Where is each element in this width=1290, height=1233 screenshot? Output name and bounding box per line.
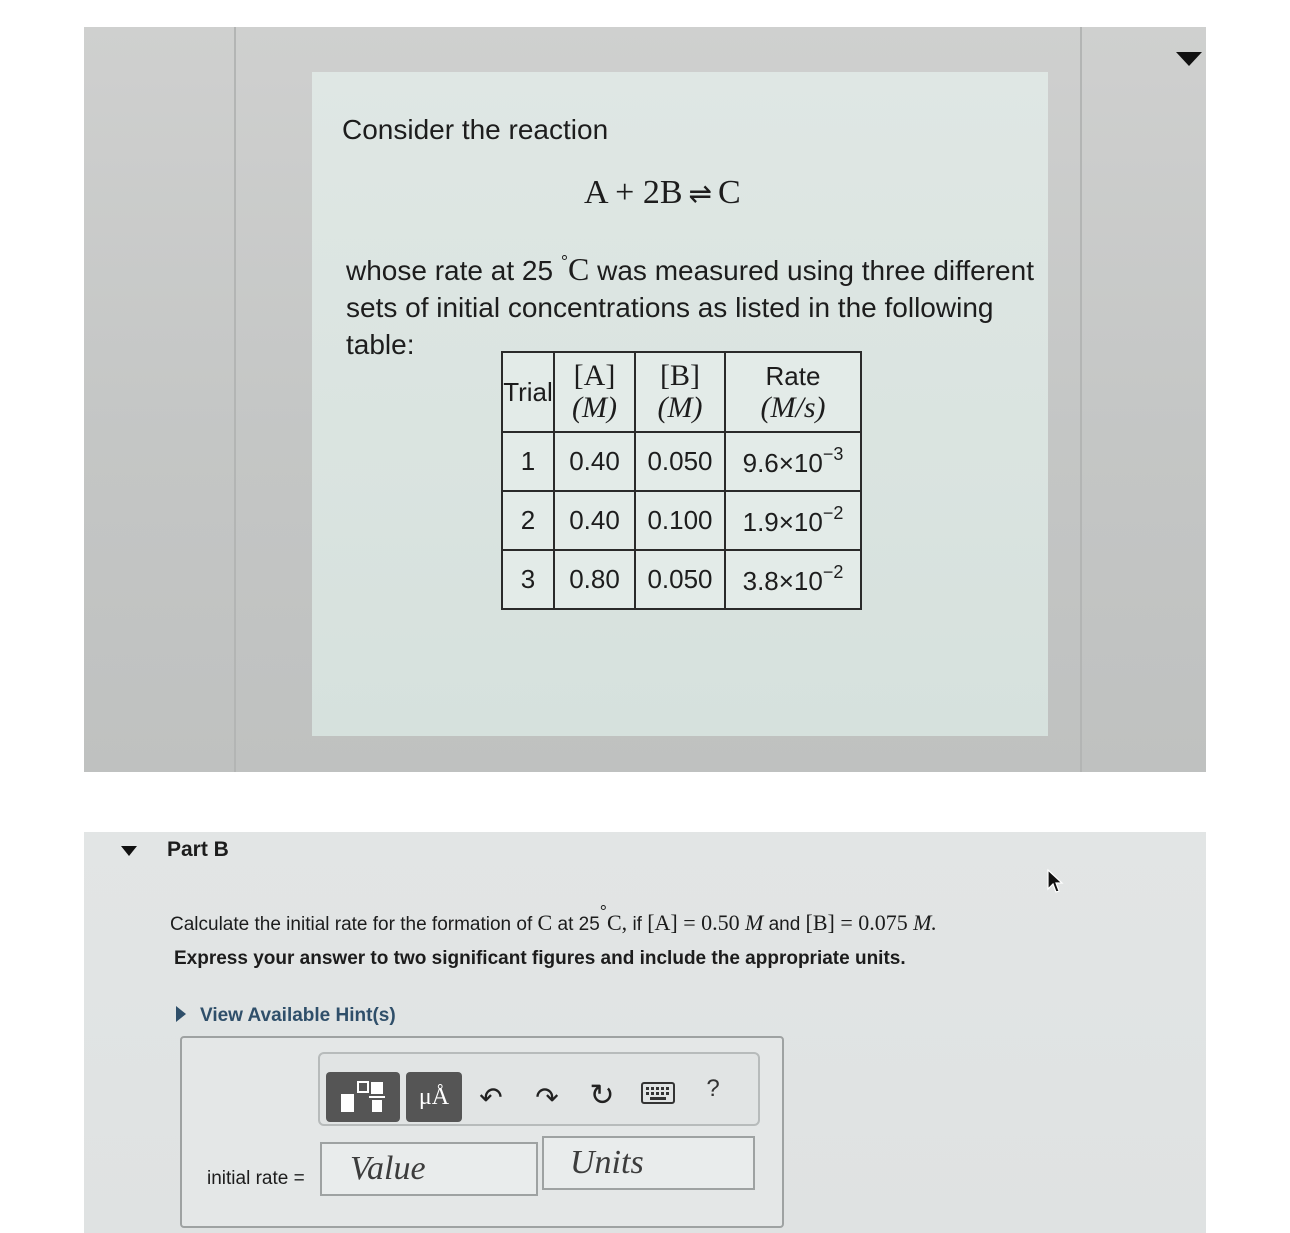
- question-b-unit: M.: [913, 910, 937, 935]
- header-rate-unit: (M/s): [760, 391, 826, 424]
- question-b-expression: [B] = 0.075: [805, 910, 908, 935]
- header-a-concentration: [554, 352, 635, 432]
- header-b-symbol: [B]: [660, 359, 700, 392]
- reset-button[interactable]: ↻: [589, 1078, 615, 1112]
- question-part-3: if: [632, 914, 642, 935]
- question-a-unit: M: [744, 910, 764, 935]
- table-header-row: [502, 352, 861, 432]
- answer-instruction: Express your answer to two significant figures and include the appropriate units.: [174, 948, 906, 969]
- part-b-title[interactable]: Part B: [167, 838, 229, 861]
- view-hints-link[interactable]: [176, 1005, 396, 1027]
- cell-a: 0.40: [554, 432, 635, 491]
- hint-link-label: View Available Hint(s): [200, 1005, 396, 1026]
- question-temp-unit: C,: [606, 910, 628, 935]
- cell-a: 0.40: [554, 491, 635, 550]
- cell-trial: 3: [502, 550, 554, 609]
- table-row: [502, 550, 861, 609]
- reaction-equation: [584, 174, 741, 212]
- description-part-1: whose rate at 25: [346, 255, 554, 286]
- question-degree: °: [599, 902, 607, 922]
- undo-button[interactable]: ↶: [479, 1081, 503, 1113]
- cell-rate: [725, 432, 861, 491]
- rate-base: 9.6×10: [742, 448, 823, 478]
- rate-exponent: −3: [822, 444, 844, 464]
- rate-base: 3.8×10: [742, 566, 823, 596]
- table-row: [502, 491, 861, 550]
- templates-button[interactable]: [326, 1072, 400, 1122]
- panel-divider: [1080, 27, 1082, 772]
- help-button[interactable]: ?: [706, 1075, 720, 1102]
- cell-b: 0.100: [635, 491, 725, 550]
- equation-product: C: [718, 174, 741, 211]
- question-part-1: Calculate the initial rate for the formation of: [170, 914, 533, 935]
- cell-rate: [725, 550, 861, 609]
- header-a-symbol: [A]: [573, 359, 616, 392]
- expand-triangle-icon: [176, 1006, 186, 1022]
- cell-rate: [725, 491, 861, 550]
- question-part-2: at 25: [557, 914, 600, 935]
- templates-icon: [339, 1080, 387, 1114]
- header-trial: Trial: [502, 352, 554, 432]
- header-b-unit: (M): [657, 391, 703, 424]
- header-b-concentration: [635, 352, 725, 432]
- rate-base: 1.9×10: [742, 507, 823, 537]
- problem-intro: Consider the reaction: [342, 114, 609, 145]
- description-part-2: was measured using three different sets of initial concentrations as listed in the following table:: [346, 255, 1034, 360]
- header-a-unit: (M): [572, 391, 617, 424]
- equation-reactants: A + 2B: [584, 174, 683, 211]
- collapse-arrow-icon[interactable]: [1176, 52, 1202, 66]
- question-part-4: and: [768, 914, 801, 935]
- question-species: C: [537, 910, 553, 935]
- units-button[interactable]: μÅ: [406, 1072, 462, 1122]
- table-row: [502, 432, 861, 491]
- cell-trial: 1: [502, 432, 554, 491]
- rate-exponent: −2: [822, 503, 844, 523]
- rate-data-table: [501, 351, 862, 610]
- cell-b: 0.050: [635, 432, 725, 491]
- rate-exponent: −2: [822, 562, 844, 582]
- value-input[interactable]: [320, 1142, 538, 1196]
- keyboard-icon: [641, 1082, 675, 1104]
- cell-a: 0.80: [554, 550, 635, 609]
- problem-description: [346, 244, 1036, 363]
- cell-trial: 2: [502, 491, 554, 550]
- cell-b: 0.050: [635, 550, 725, 609]
- degree-symbol: °: [560, 252, 569, 272]
- mouse-pointer-icon: [1046, 868, 1064, 894]
- initial-rate-label: initial rate =: [207, 1168, 305, 1189]
- question-a-expression: [A] = 0.50: [647, 910, 740, 935]
- keyboard-button[interactable]: [640, 1080, 676, 1106]
- panel-divider: [234, 27, 236, 772]
- header-rate-label: Rate: [765, 361, 821, 391]
- equilibrium-arrow-icon: ⇌: [688, 179, 712, 210]
- header-rate: [725, 352, 861, 432]
- temperature-unit: C: [568, 251, 590, 287]
- question-text: [170, 902, 937, 936]
- redo-button[interactable]: ↷: [535, 1081, 559, 1113]
- part-b-collapse-icon[interactable]: [121, 846, 137, 856]
- units-input[interactable]: [542, 1136, 755, 1190]
